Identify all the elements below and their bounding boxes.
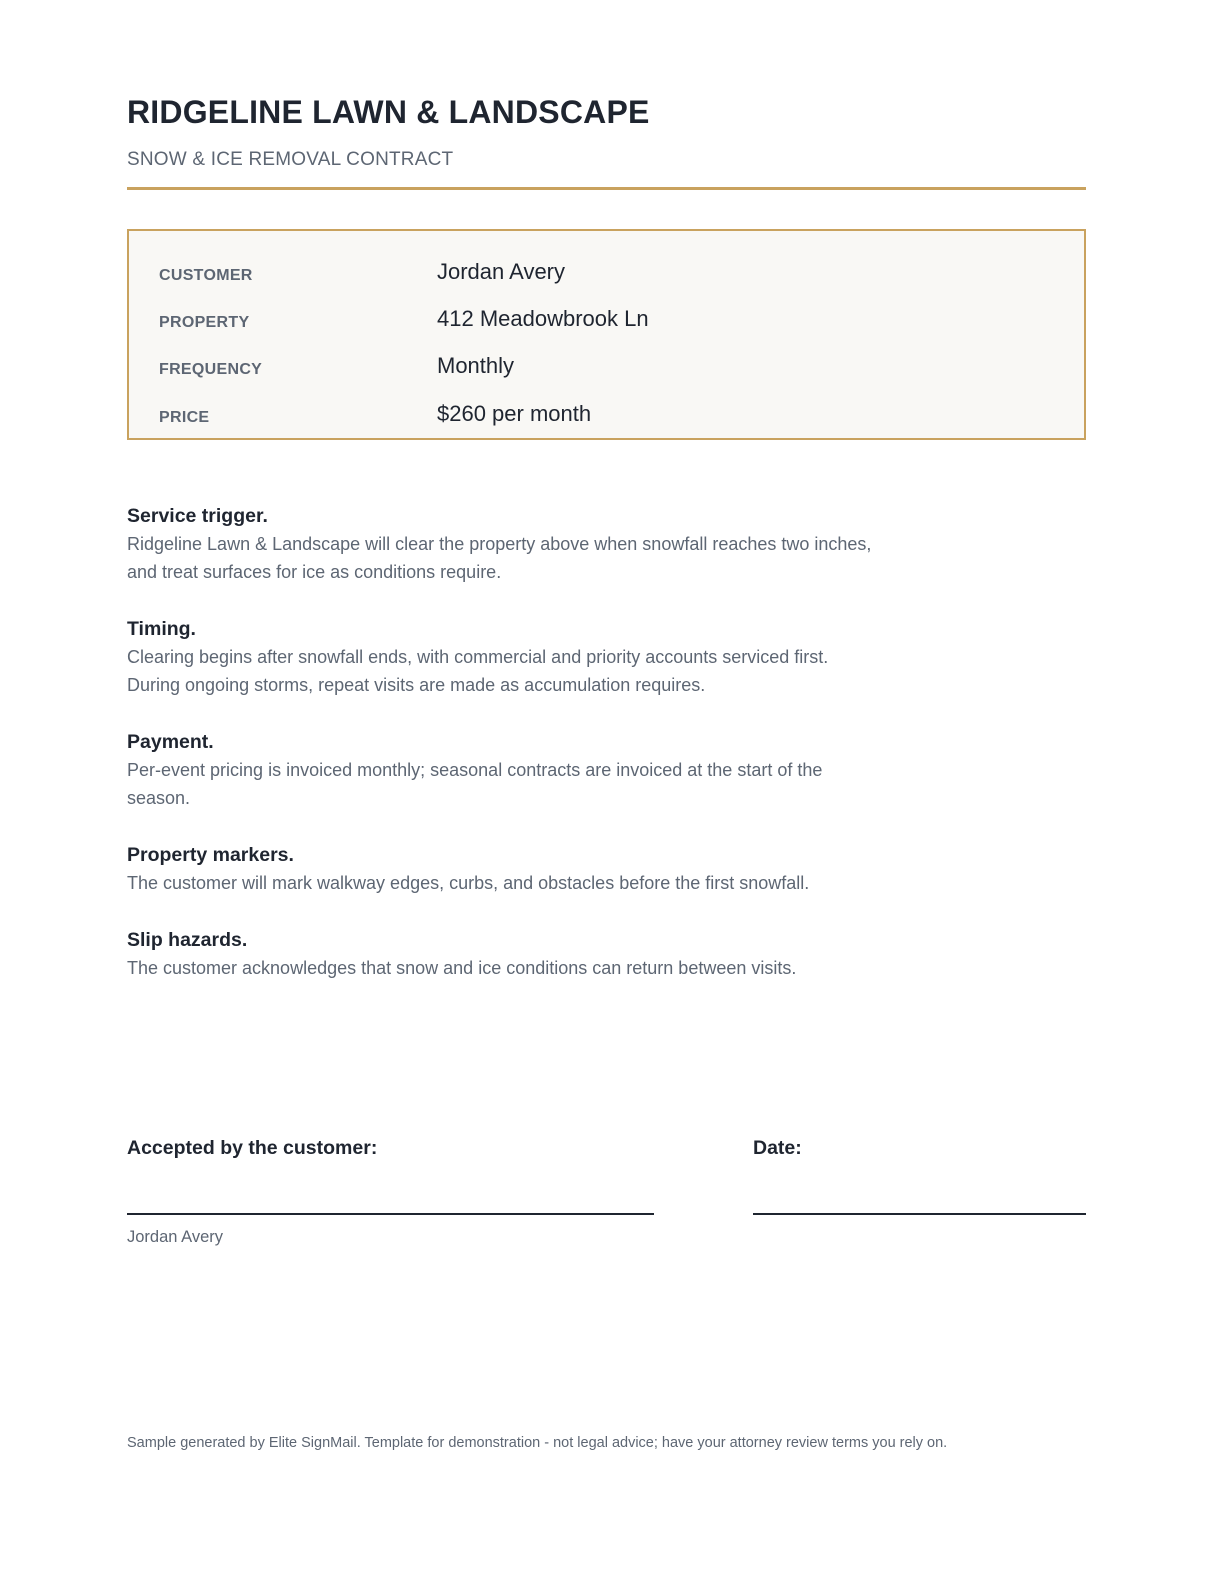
header-divider (127, 187, 1086, 190)
term-body-line: Clearing begins after snowfall ends, with commercial and priority accounts serviced first. (127, 647, 829, 667)
summary-value: Monthly (437, 353, 515, 378)
summary-value: Jordan Avery (437, 259, 566, 284)
term-body-line: Per-event pricing is invoiced monthly; seasonal contracts are invoiced at the start of the (127, 760, 823, 780)
date-signature-line[interactable] (753, 1213, 1086, 1215)
contract-terms (127, 503, 927, 1012)
company-name: RIDGELINE LAWN & LANDSCAPE (127, 94, 650, 130)
summary-row-customer (159, 259, 1059, 289)
summary-label: CUSTOMER (159, 267, 253, 284)
term-heading: Timing. (127, 618, 196, 640)
term-body-line: season. (127, 788, 191, 808)
term-body-line: The customer will mark walkway edges, curbs, and obstacles before the first snowfall. (127, 873, 810, 893)
summary-row-frequency (159, 353, 1059, 383)
term-heading: Property markers. (127, 844, 294, 866)
summary-label: PROPERTY (159, 314, 250, 331)
term-property-markers (127, 842, 927, 897)
term-payment (127, 729, 927, 812)
signer-name: Jordan Avery (127, 1228, 224, 1246)
term-body-line: Ridgeline Lawn & Landscape will clear the property above when snowfall reaches two inches, (127, 534, 872, 554)
summary-value: 412 Meadowbrook Ln (437, 306, 649, 331)
summary-row-price (159, 401, 1059, 431)
footer-disclaimer: Sample generated by Elite SignMail. Template for demonstration - not legal advice; have your attorney review terms you rely on. (127, 1435, 948, 1451)
term-timing (127, 616, 927, 699)
customer-signature-line[interactable] (127, 1213, 654, 1215)
term-heading: Payment. (127, 731, 214, 753)
summary-row-property (159, 306, 1059, 336)
term-heading: Slip hazards. (127, 929, 248, 951)
term-body-line: The customer acknowledges that snow and ice conditions can return between visits. (127, 958, 797, 978)
summary-value: $260 per month (437, 401, 592, 426)
term-body-line: and treat surfaces for ice as conditions require. (127, 562, 502, 582)
term-service-trigger (127, 503, 927, 586)
term-heading: Service trigger. (127, 505, 268, 527)
date-label: Date: (753, 1137, 802, 1159)
contract-page (127, 0, 1086, 1584)
term-body-line: During ongoing storms, repeat visits are made as accumulation requires. (127, 675, 706, 695)
term-slip-hazards (127, 927, 927, 982)
accepted-by-label: Accepted by the customer: (127, 1137, 378, 1159)
document-title: SNOW & ICE REMOVAL CONTRACT (127, 149, 454, 170)
contract-summary-box (127, 229, 1086, 440)
summary-label: PRICE (159, 409, 210, 426)
summary-label: FREQUENCY (159, 361, 263, 378)
